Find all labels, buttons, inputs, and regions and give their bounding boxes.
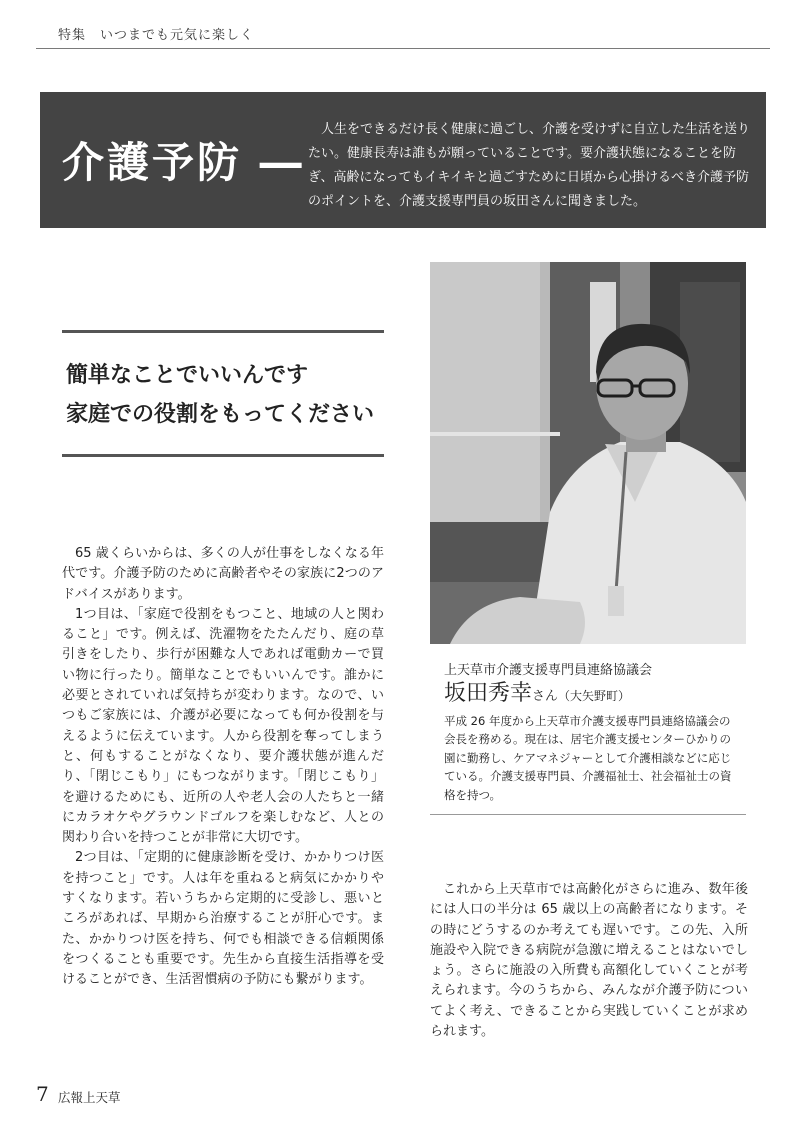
header-rule — [36, 48, 770, 49]
article-paragraph: 1つ目は、「家庭で役割をもつこと、地域の人と関わること」です。例えば、洗濯物をたたんだり、庭の草引きをしたり、歩行が困難な人であれば電動カーで買い物に行ったり。簡単なことでもいいんです。誰かに必要とされていれば気持ちが変わります。なので、いつもご家族には、介護が必要になっても何か役割を与えるように伝えています。人から役割を奪ってしまうと、何もすることがなくなり、要介護状態が進んだり、「閉じこもり」にもつながります。「閉じこもり」を避けるためにも、近所の人や老人会の人たちと一緒にカラオケやグラウンドゴルフを楽しむなど、人との関わり合いを持つことが非常に大切です。 — [62, 606, 384, 846]
subheading-rule-bottom — [62, 454, 384, 457]
subheading — [66, 356, 374, 434]
lead-paragraph — [308, 118, 754, 214]
interviewee-photo — [430, 262, 746, 644]
article-paragraph: 2つ目は、「定期的に健康診断を受け、かかりつけ医を持つこと」です。人は年を重ねると病気にかかりやすくなります。若いうちから定期的に受診し、悪いところがあれば、早期から治療することが肝心です。また、かかりつけ医を持ち、何でも相談できる信頼関係をつくることも重要です。先生から直接生活指導を受けることができ、生活習慣病の予防にも繋がります。 — [62, 850, 384, 988]
running-head: 特集 いつまでも元気に楽しく — [58, 28, 255, 43]
article-column-left — [62, 544, 384, 991]
article-paragraph: 65 歳くらいからは、多くの人が仕事をしなくなる年代です。介護予防のために高齢者やその家族に2つのアドバイスがあります。 — [62, 546, 384, 602]
article-column-right — [430, 880, 748, 1042]
photo-illustration — [430, 262, 746, 644]
subheading-line-2: 家庭での役割をもってください — [66, 402, 375, 427]
profile-honorific: さん — [532, 689, 559, 704]
publication-name: 広報上天草 — [58, 1090, 121, 1105]
profile-bio: 平成 26 年度から上天草市介護支援専門員連絡協議会の会長を務める。現在は、居宅介護支援センターひかりの園に勤務し、ケアマネジャーとして介護相談などに応じている。介護支援専門員、介護福祉士、社会福祉士の資格を持つ。 — [444, 714, 732, 802]
page-number: 7 — [36, 1082, 49, 1106]
profile-organization: 上天草市介護支援専門員連絡協議会 — [444, 663, 653, 678]
profile-rule — [430, 814, 746, 815]
article-paragraph: これから上天草市では高齢化がさらに進み、数年後には人口の半分は 65 歳以上の高齢者になります。その時にどうするのか考えても遅いです。この先、入所施設や入院できる病院が急激に増えることはないでしょう。さらに施設の入所費も高額化していくことが考えられます。今のうちから、みんなが介護予防についてよく考え、できることから実践していくことが求められます。 — [430, 882, 748, 1040]
profile-location: （大矢野町） — [558, 689, 631, 703]
subheading-rule-top — [62, 330, 384, 333]
lead-text: 人生をできるだけ長く健康に過ごし、介護を受けずに自立した生活を送りたい。健康長寿は誰もが願っていることです。要介護状態になることを防ぎ、高齢になってもイキイキと過ごすために日頃から心掛けるべき介護予防のポイントを、介護支援専門員の坂田さんに聞きました。 — [308, 122, 751, 209]
subheading-line-1: 簡単なことでいいんです — [66, 363, 309, 388]
feature-title: 介護予防 ― — [62, 138, 305, 187]
profile-name-line — [444, 676, 630, 707]
profile-name: 坂田秀幸 — [444, 681, 533, 706]
